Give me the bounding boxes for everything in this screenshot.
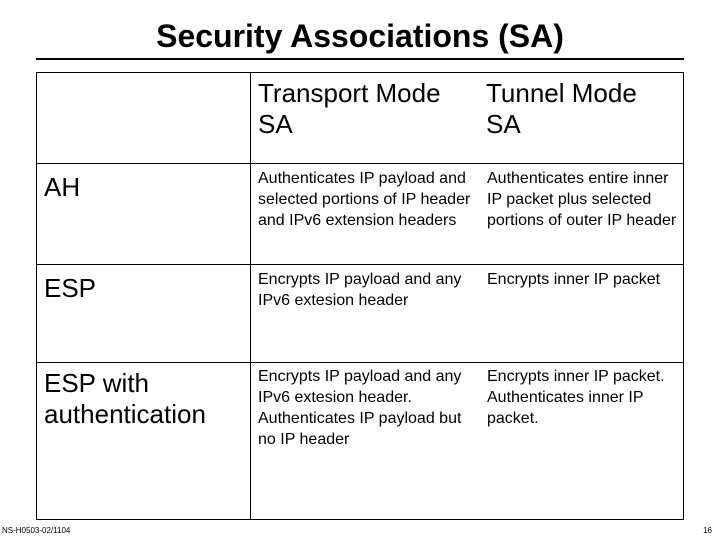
header-row-divider: [36, 163, 684, 164]
label-column-divider: [250, 163, 251, 520]
cell-esp-auth-transport: Encrypts IP payload and any IPv6 extesion header. Authenticates IP payload but no IP header: [258, 368, 462, 448]
row-divider-ah: [36, 264, 684, 265]
cell-esp-tunnel: Encrypts inner IP packet: [487, 271, 661, 288]
cell-esp-auth-tunnel: Encrypts inner IP packet. Authenticates inner IP packet.: [487, 368, 665, 427]
cell-ah-transport: Authenticates IP payload and selected portions of IP header and IPv6 extension headers: [258, 170, 471, 229]
slide-title: Security Associations (SA): [156, 18, 564, 54]
row-label-esp-with-authentication: ESP with authentication: [44, 368, 206, 429]
footer-page-number: 16: [703, 526, 712, 535]
table-corner-cell: [36, 72, 251, 163]
column-header-tunnel-mode: Tunnel Mode SA: [486, 78, 637, 139]
row-divider-esp: [36, 362, 684, 363]
column-header-transport-mode: Transport Mode SA: [258, 78, 441, 139]
title-underline: [36, 58, 684, 60]
cell-ah-tunnel: Authenticates entire inner IP packet plus selected portions of outer IP header: [487, 170, 677, 229]
cell-esp-transport: Encrypts IP payload and any IPv6 extesion header: [258, 271, 462, 309]
footer-document-id: NS-H0503-02/1104: [2, 526, 71, 535]
row-label-ah: AH: [44, 172, 81, 202]
row-label-esp: ESP: [44, 273, 97, 303]
